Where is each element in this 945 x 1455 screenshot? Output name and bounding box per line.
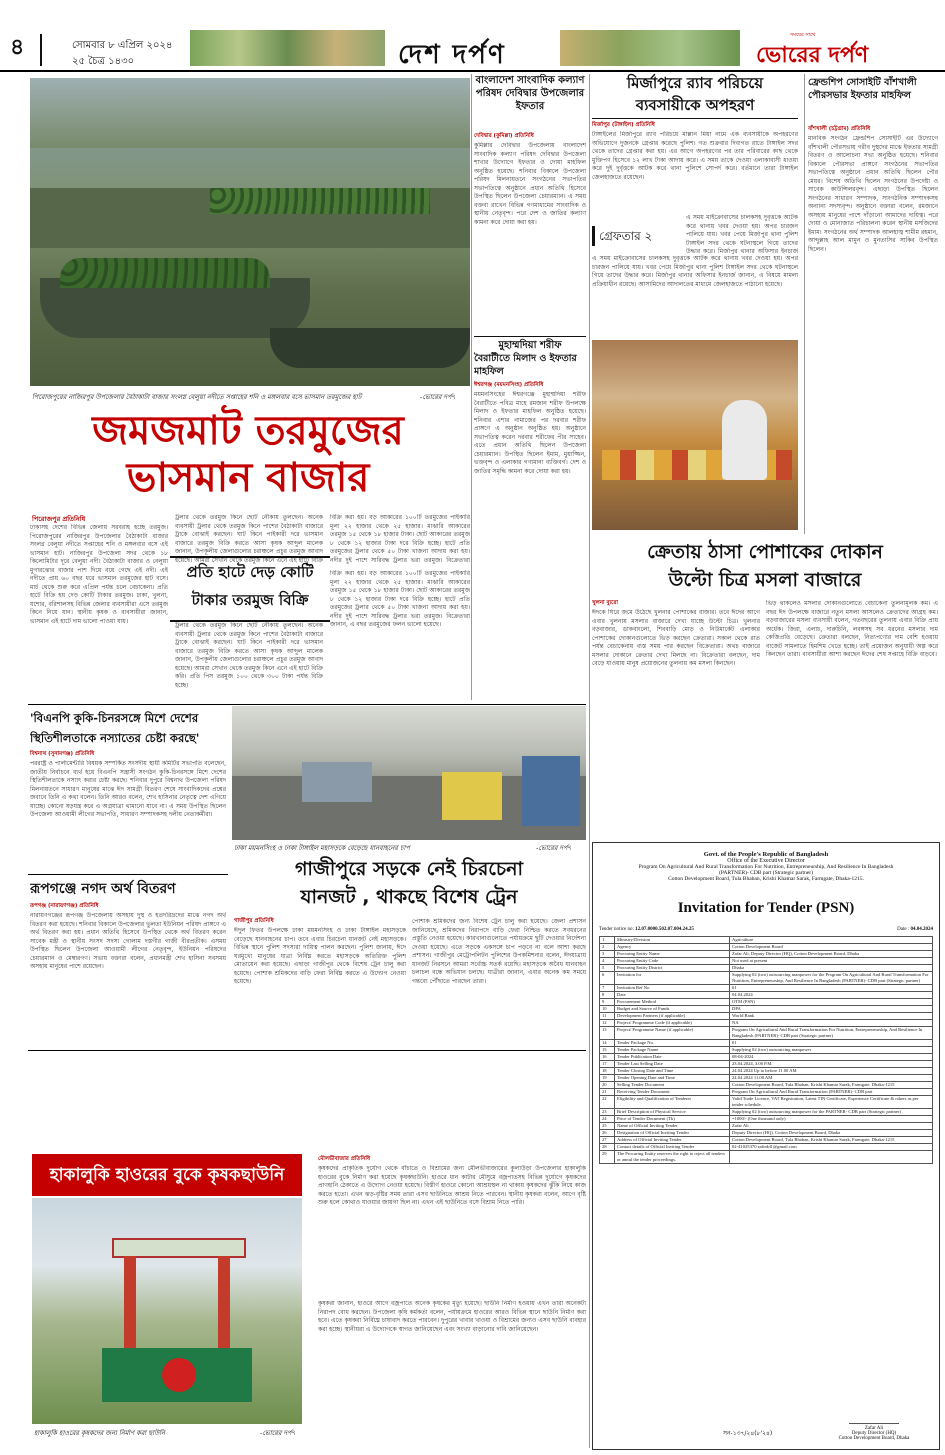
tender-row-label: Date — [615, 992, 730, 999]
hakaluki-body: কৃষকদের প্রাকৃতিক দুর্যোগ থেকে বাঁচাতে ও বিশ্রামের জন্য মৌলভীবাজারের কুলাউড়া উপজেলার হাকালুকি হাওরের বুকে নির্মাণ করা হয়েছে কৃষকছাউনি। হাওরে ধান কাটার মৌসুমে বজ্রপাতসহ বিভিন্ন দুর্যোগে কৃষকদের প্রাণহানি ঠেকাতে এ উদ্যোগ নেওয়া হয়েছে। বিস্তীর্ণ হাওরে কোনো আশ্রয়স্থল না থাকায় কৃষকদের ঝুঁকি নিয়ে কাজ করতে হতো। এখন ঝড়-বৃষ্টির সময় তারা এসব ছাউনিতে আশ্রয় নিতে পারবেন। স্থানীয় কৃষকরা বলেন, আগে বৃষ্টি শুরু হলে কোথাও যাওয়ার জায়গা ছিল না। এখন এই ছাউনিতে বসে বিশ্রাম নিতে পারি। — [318, 1165, 586, 1206]
tender-row-value: Cotton Development Board, Tula Bhaban, Krishi Khamar Sarak, Farmgate, Dhaka-1215 — [730, 1137, 933, 1144]
tender-program: Program On Agricultural And Rural Transformation For Nutrition, Entrepreneurship, And Resilience In Bangladesh — [638, 864, 894, 870]
tender-row-number: 5 — [600, 965, 615, 972]
bnp-headline-2: স্থিতিশীলতাকে নস্যাতের চেষ্টা করছে' — [30, 731, 200, 745]
tender-row-label: Address of Official Inviting Tender — [615, 1137, 730, 1144]
watermelon-headline-2: ভাসমান বাজার — [126, 455, 370, 501]
watermelon-col2: ট্রলার থেকে তরমুজ কিনে ছোট নৌকায় তুলছেন। অনেক ব্যবসায়ী ট্রলার থেকে তরমুজ কিনে পাশের বৈঠাকাটা বাজারে ট্রাকে বোঝাই করছেন। ঘাট কিনে পাইকারী দরে ভাসমান বাজারে তরমুজ বিক্রি করতে আসা কৃষক আব্দুল মালেক জানান, উপকূলীয় জেলাগুলোর চরাঞ্চলে প্রচুর তরমুজ আবাদ হয়েছে। আমরা সেখান থেকে তরমুজ কিনে এনে এই হাটে বিক্রি — [175, 514, 323, 564]
tender-row-value: 08-04-2024 — [730, 1054, 933, 1061]
tender-row — [600, 1116, 933, 1123]
watermelon-byline: পিরোজপুর প্রতিনিধি — [32, 515, 86, 523]
tender-table — [599, 936, 933, 1164]
tender-row-number: 6 — [600, 972, 615, 985]
tender-row-number: 10 — [600, 1006, 615, 1013]
watermelon-headline-1: জমজমাট তরমুজের — [92, 408, 404, 454]
watermelon-photo-credit: -ভোরের দর্পণ — [420, 393, 456, 401]
hakaluki-photo-caption: হাকালুকি হাওরের কৃষকদের জন্য নির্মাণ করা ছাউনি — [34, 1429, 165, 1437]
tender-row-label: Tender Publication Date — [615, 1054, 730, 1061]
mirzapur-body: টাঙ্গাইলের মির্জাপুরে র‌্যাব পরিচয়ে মাল্লান মিয়া নামে এক ব্যবসায়ীকে অপহরণের অভিযোগে দুজনকে গ্রেপ্তার করেছে পুলিশ। গত শুক্রবার দিবাগত রাতে টাঙ্গাইল সদর থেকে তাদের গ্রেপ্তার করা হয়। এর আগে অপহরণের পর তার পরিবারের কাছ থেকে মুক্তিপণ হিসেবে ১২ লাখ টাকা আদায় করে। এ সময় তাকে দেওয়া এলাকাবাসী ধাওয়া করে দুই দুর্বৃত্তকে আটক করে থানা পুলিশে সোপর্দ করে। বর্তমানে তারা টাঙ্গাইল জেলহাজতে রয়েছেন। — [592, 131, 798, 181]
brand-logo: ভোরের দর্পণ — [756, 43, 869, 68]
friendship-body: মানবিক সংগঠন ফ্রেন্ডশিপ সোসাইটি এর উদ্যোগে বাঁশখালী পৌরসভায় গরীব দুস্থদের মাঝে ইফতার সামগ্রী বিতরণ ও আলোচনা সভা অনুষ্ঠিত হয়েছে। শনিবার বিকালে পৌরসভা প্রাঙ্গণে সংগঠনের সভাপতির সভাপতিত্বে অনুষ্ঠানে প্রধান অতিথি ছিলেন পৌর মেয়র। বিশেষ অতিথি ছিলেন সংগঠনের উপদেষ্টা ও সাবেক কাউন্সিলরবৃন্দ। এছাড়া উপস্থিত ছিলেন সংগঠনের সাধারণ সম্পাদক, সাংগঠনিক সম্পাদকসহ অন্যান্য সদস্যবৃন্দ। অনুষ্ঠানে বক্তারা বলেন, রমজানে অসহায় মানুষের পাশে দাঁড়ানো আমাদের দায়িত্ব। পরে দোয়া ও মোনাজাত পরিচালনা করেন স্থানীয় মসজিদের ইমাম। সংগঠনের অর্থ সম্পাদক আলহাজ্ব শামীম রহমান, আব্দুল্লাহ আল মামুন ও মুনতাসির সাকিব উপস্থিত ছিলেন। — [808, 135, 938, 253]
tender-row-number: 4 — [600, 958, 615, 965]
tender-row-label: Tender Opening Date and Time — [615, 1075, 730, 1082]
highway-photo-caption: ঢাকা ময়মনসিংহ ও ঢাকা টাঙ্গাইল মহাসড়কে বেড়েছে যানবাহনের চাপ — [234, 844, 410, 852]
tender-row-number: 27 — [600, 1137, 615, 1144]
tender-row — [600, 985, 933, 992]
tender-row-label: Procuring Entity Code — [615, 958, 730, 965]
tender-row — [600, 1006, 933, 1013]
pull-quote-line1: প্রতি হাটে দেড় কোটি — [186, 563, 314, 581]
tender-row — [600, 965, 933, 972]
traffic-byline: গাজীপুর প্রতিনিধি — [234, 918, 274, 924]
tender-row — [600, 1109, 933, 1116]
tender-row-number: 2 — [600, 944, 615, 951]
vendor-figure — [722, 400, 767, 480]
traffic-headline-1: গাজীপুরে সড়কে নেই চিরচেনা — [294, 858, 524, 880]
tender-row-label: Project/ Programme Name (if applicable) — [615, 1027, 730, 1040]
tender-row-number: 13 — [600, 1027, 615, 1040]
tender-row-number: 3 — [600, 951, 615, 958]
watermelon-col2b: ট্রলার থেকে তরমুজ কিনে ছোট নৌকায় তুলছেন। অনেক ব্যবসায়ী ট্রলার থেকে তরমুজ কিনে পাশের বৈঠাকাটা বাজারে ট্রাকে বোঝাই করছেন। ঘাট কিনে পাইকারী দরে ভাসমান বাজারে তরমুজ বিক্রি করতে আসা কৃষক আব্দুল মালেক জানান, উপকূলীয় জেলাগুলোর চরাঞ্চলে প্রচুর তরমুজ আবাদ হয়েছে। আমরা সেখান থেকে তরমুজ কিনে এনে এই হাটে বিক্রি করি। প্রতি পিস তরমুজ ১০০ থেকে ৩০০ টাকা পর্যন্ত বিক্রি হচ্ছে। — [175, 622, 323, 689]
page-header — [0, 0, 945, 72]
tender-row-label: Budget and Source of Funds — [615, 1006, 730, 1013]
bnp-body: পররাষ্ট্র ও পার্লামেন্টারি বিষয়ক সম্পর্কিত সংসদীয় স্থায়ী কমিটির সভাপতি বলেছেন, জাতীয় নির্বাচনে ব্যর্থ হয়ে বিএনপি সন্ত্রাসী সংগঠন কুকি-চিনরসঙ্গে মিশে দেশের স্থিতিশীলতাকে নস্যাৎ করার চেষ্টা করছে। শনিবার দুপুরে বিশ্বনাথ উপজেলা পরিষদ মিলনায়তনে সাধারণ মানুষের মাঝে ঈদ সামগ্রী বিতরণ শেষে সাংবাদিকদের প্রশ্নের জবাবে তিনি এ কথা বলেন। তিনি আরও বলেন, শেখ হাসিনার নেতৃত্বে দেশ এগিয়ে যাচ্ছে। কোনো ষড়যন্ত্র করে এ অগ্রযাত্রা থামানো যাবে না। এ সময় উপস্থিত ছিলেন উপজেলা আওয়ামী লীগের সভাপতি, সাধারণ সম্পাদকসহ দলীয় নেতাকর্মীরা। — [30, 760, 226, 818]
tender-row — [600, 1137, 933, 1144]
tender-row-label: Selling Tender Document — [615, 1082, 730, 1089]
tender-row — [600, 972, 933, 985]
tender-row-number: 28 — [600, 1144, 615, 1151]
tender-notice — [592, 842, 940, 1450]
tender-row-number: 23 — [600, 1109, 615, 1116]
tender-row — [600, 937, 933, 944]
tender-row-value: Not used at present — [730, 958, 933, 965]
tender-row — [600, 1068, 933, 1075]
hakaluki-byline: মৌলভীবাজার প্রতিনিধি — [318, 1156, 371, 1162]
mirzapur-headline-2: ব্যবসায়ীকে অপহরণ — [635, 96, 755, 114]
tender-row-value: Program On Agricultural And Rural Transformation (PARTNER)- CDB part — [730, 1089, 933, 1096]
spice-shop-photo — [592, 340, 798, 530]
hakaluki-headline: হাকালুকি হাওরের বুকে কৃষকছাউনি — [49, 1165, 285, 1185]
tender-row-number: 24 — [600, 1116, 615, 1123]
tender-row-value: 01 — [730, 985, 933, 992]
tender-row — [600, 1013, 933, 1020]
tender-row-label: Receiving Tender Document — [615, 1089, 730, 1096]
tender-date: 04.04.2024 — [910, 927, 933, 932]
tender-row-value: World Bank — [730, 1013, 933, 1020]
traffic-body: ঈদুল ফিতর উপলক্ষে ঢাকা ময়মনসিংহ ও ঢাকা টাঙ্গাইল মহাসড়কে বেড়েছে যানবাহনের চাপ। তবে এবার চিরচেনা যানজট নেই মহাসড়কে। বিভিন্ন স্থানে পুলিশ সদস্যরা দায়িত্ব পালন করছেন। পুলিশ জানায়, ঈদে ঘরমুখো মানুষের যাত্রা নির্বিঘ্ন করতে মহাসড়কে অতিরিক্ত পুলিশ মোতায়েন করা হয়েছে। এছাড়া গাজীপুর থেকে বিশেষ ট্রেন চালু করা হয়েছে। পোশাক শ্রমিকদের বাড়ি ফেরা নির্বিঘ্ন করতে এ উদ্যোগ নেওয়া হয়েছে। — [234, 927, 406, 985]
tender-row — [600, 1020, 933, 1027]
tender-row-label: The Procuring Entity reserves the right to reject all tenders or annul the tender proceedings. — [615, 1151, 730, 1164]
rupganj-body: নারায়ণগঞ্জের রূপগঞ্জ উপজেলায় অসহায় দুস্থ ও হতদরিদ্রদের মাঝে নগদ অর্থ বিতরণ করা হয়েছে। শনিবার বিকালে উপজেলার ভুলতা ইউনিয়ন পরিষদ প্রাঙ্গণে এ অর্থ বিতরণ করা হয়। প্রধান অতিথি হিসেবে উপস্থিত থেকে অর্থ বিতরণ করেন সাবেক মন্ত্রী ও স্থানীয় সংসদ সদস্য গোলাম দস্তগীর গাজী বীরপ্রতীক। এসময় উপস্থিত ছিলেন উপজেলা আওয়ামী লীগের নেতৃবৃন্দ, ইউনিয়ন পরিষদের চেয়ারম্যান ও মেম্বারগণ। সভায় বক্তারা বলেন, প্রধানমন্ত্রী শেখ হাসিনা সবসময় অসহায় মানুষের পাশে রয়েছেন। — [30, 912, 226, 970]
tender-signature: Zafar Ali Deputy Director (HQ) Cotton Development Board, Dhaka — [819, 1411, 929, 1441]
traffic-body2: পোশাক শ্রমিকদের জন্য বিশেষ ট্রেন চালু করা হয়েছে। জেলা প্রশাসন জানিয়েছে, শ্রমিকদের নিরাপদে বাড়ি ফেরা নিশ্চিত করতে সবধরনের প্রস্তুতি নেওয়া হয়েছে। কারখানাগুলোতে পর্যায়ক্রমে ছুটি দেওয়ার নির্দেশনা দেওয়া হয়েছে। এতে সড়কে একসঙ্গে চাপ পড়বে না বলে আশা করছে প্রশাসন। গাজীপুর মেট্রোপলিটন পুলিশের উপকমিশনার বলেন, ঈদযাত্রায় যানজট নিরসনে আমরা সর্বোচ্চ সতর্ক রয়েছি। মহাসড়কে অবৈধ যানবাহন চলাচল বন্ধে অভিযান চলছে। যাত্রীরা জানান, এবার অনেক কম সময়ে গন্তব্যে পৌঁছাতে পারছেন তারা। — [412, 918, 586, 985]
tender-row-number: 19 — [600, 1075, 615, 1082]
tender-row-label: Name of Official Inviting Tender — [615, 1123, 730, 1130]
tender-row — [600, 1082, 933, 1089]
tender-row-value: Supplying 02 (two) outsourcing manpower for the Program On Agricultural And Rural Transformation For Nutrition, Entrepreneurship, And Resilience In Bangladesh (PARTNER)- CDB part (Strategic partner) — [730, 972, 933, 985]
boat-shape — [270, 328, 470, 368]
spice-headline-2: উল্টো চিত্র মসলা বাজারে — [668, 569, 862, 591]
traffic-headline-2: যানজট , থাকছে বিশেষ ট্রেন — [300, 886, 518, 908]
tender-row-value: Valid Trade Licence, VAT Registration, Latest TIN Certificate, Experience Certificate & others as per tender schedule. — [730, 1096, 933, 1109]
tender-row — [600, 1144, 933, 1151]
melon-pile — [210, 188, 430, 214]
tender-address: Cotton Development Board, Tula Bhaban, Krishi Khamar Sarak, Farmgate, Dhaka-1215. — [668, 876, 864, 882]
tender-row — [600, 1040, 933, 1047]
mirzapur-headline-1: মির্জাপুরে র‌্যাব পরিচয়ে — [626, 74, 764, 92]
tender-row-number: 9 — [600, 999, 615, 1006]
spice-headline-1: ক্রেতায় ঠাসা পোশাকের দোকান — [647, 541, 883, 563]
tender-row-label: Eligibility and Qualification of Tenderer — [615, 1096, 730, 1109]
melon-pile — [60, 258, 270, 288]
tender-row-value: Deputy Director (HQ), Cotton Development Board, Dhaka — [730, 1130, 933, 1137]
tender-row — [600, 1089, 933, 1096]
spice-headline-box — [592, 538, 938, 596]
watermelon-col3: বিক্রি করা হয়। বড় আকারের ১০০টি তরমুজের পাইকারি মূল্য ২২ হাজার থেকে ২৫ হাজার। মাঝারি আকারের তরমুজ ১৫ থেকে ১৮ হাজার টাকা। ছোট আকারের তরমুজ ৮ থেকে ১২ হাজার টাকা দরে বিক্রি হচ্ছে। হাটে প্রতি তরমুজের ট্রলার থেকে ৫০ টাকা খাজনা আদায় করা হয়। নদীর দুই পাশে সারিবদ্ধ ট্রলার ভরা তরমুজ। বিক্রেতারা — [330, 514, 470, 564]
hakaluki-shelter-photo — [32, 1198, 302, 1424]
tender-office: Office of the Executive Director — [727, 858, 805, 864]
tender-row-number: 18 — [600, 1068, 615, 1075]
brand-tag: সময়ের সাথে — [790, 32, 816, 38]
tender-row-number: 1 — [600, 937, 615, 944]
spice-byline: খুলনা ব্যুরো — [592, 600, 618, 606]
journalists-byline: দেবিদ্বার (কুমিল্লা) প্রতিনিধি — [474, 133, 534, 139]
highway-traffic-photo — [232, 706, 586, 840]
bus-shape — [302, 762, 372, 802]
muhammadia-headline-2: বৈরাটীতে মিলাদ ও ইফতার মাহফিল — [474, 353, 577, 377]
spice-body: ঈদকে ঘিরে জমে উঠেছে খুলনার পোশাকের বাজার। তবে ঈদের আগে এবার খুলনায় মসলার বাজারে দেখা যাচ্ছে উল্টো চিত্র। খুলনার বড়বাজার, ডাকবাংলো, শিববাড়ি মোড় ও নিউমার্কেট এলাকার পোশাকের দোকানগুলোতে ভিড় করছেন ক্রেতারা। সকাল থেকে রাত পর্যন্ত বেচাকেনায় ব্যস্ত সময় পার করছেন বিক্রেতারা। অথচ বাজারে মসলার দোকানে ক্রেতার দেখা মিলছে না। বিক্রেতারা বলছেন, দাম বেড়ে যাওয়ায় মানুষ প্রয়োজনের তুলনায় কম মসলা কিনছেন। — [592, 609, 760, 667]
header-strip-right — [560, 30, 740, 66]
shelter-pillar — [124, 1256, 136, 1356]
tender-govt: Govt. of the People's Republic of Bangladesh — [703, 851, 829, 858]
tender-row-value: OTM (PSN) — [730, 999, 933, 1006]
truck-shape — [442, 772, 502, 820]
tender-row-number: 26 — [600, 1130, 615, 1137]
tender-row-number: 12 — [600, 1020, 615, 1027]
date-bangla: ২৫ চৈত্র ১৪৩০ — [72, 56, 135, 67]
mirzapur-body2: এ সময় মাইক্রোবাসের চালকসহ দুবৃত্তকে আটক করে থানায় খবর দেওয়া হয়। অপর চারজন পালিয়ে যায়। খবর পেয়ে মির্জাপুর থানা পুলিশ টাঙ্গাইল সদর থেকে ঘটনাস্থলে গিয়ে তাদের উদ্ধার করে। মির্জাপুর থানার অফিসার ইনচার্জ জানান, এ বিষয়ে মামলা প্রক্রিয়াধীন রয়েছে। আসামিদের আদালতের মাধ্যমে জেলহাজতে পাঠানো হয়েছে। — [592, 255, 798, 288]
tender-row-number: 29 — [600, 1151, 615, 1164]
tender-row-label: Procurement Method — [615, 999, 730, 1006]
signature-scribble — [849, 1411, 899, 1424]
tender-row — [600, 999, 933, 1006]
tender-row-label: Development Partners (if applicable) — [615, 1013, 730, 1020]
tender-notice-no: 12.07.0000.502.07.004.24.25 — [635, 927, 694, 932]
spice-body2: ভিড় থাকলেও মসলার দোকানগুলোতে বেচাকেনা তুলনামূলক কম। এ বছর ঈদ উপলক্ষে বাজারে নতুন মসলা আসলেও ক্রেতাদের আগ্রহ কম। বড়বাজারের মসলা ব্যবসায়ী বলেন, গতবছরের তুলনায় এবার বিক্রি প্রায় অর্ধেক। জিরা, এলাচ, দারুচিনি, লবঙ্গসহ সব ধরনের মসলার দাম কেজিপ্রতি বেড়েছে। ক্রেতারা বলছেন, নিত্যপণ্যের দাম বেশি হওয়ায় বাজেট সামলাতে হিমশিম খেতে হচ্ছে। তাই প্রয়োজন অনুযায়ী অল্প করে কিনছেন তারা। ব্যবসায়ীরা আশা করছেন ঈদের শেষ সপ্তাহে বিক্রি বাড়বে। — [766, 600, 938, 658]
tender-row — [600, 1054, 933, 1061]
journalists-headline: বাংলাদেশ সাংবাদিক কল্যাণ পরিষদ দেবিদ্বার উপজেলার ইফতার — [475, 75, 585, 112]
rupganj-byline: রূপগঞ্জ (নারায়ণগঞ্জ) প্রতিনিধি — [30, 903, 99, 909]
hakaluki-photo-credit: -ভোরের দর্পণ — [260, 1429, 296, 1437]
shelter-roof — [112, 1238, 246, 1258]
bnp-headline-1: 'বিএনপি কুকি-চিনরসঙ্গে মিশে দেশের — [30, 711, 199, 725]
tender-row-label: Designation of Official Inviting Tender — [615, 1130, 730, 1137]
tender-row-value: Agriculture — [730, 937, 933, 944]
tender-row-value: DPA — [730, 1006, 933, 1013]
muhammadia-headline-1: মুহাম্মদিয়া শরীফ — [474, 336, 586, 352]
tender-row-value: 01 — [730, 1040, 933, 1047]
tender-row-label: Invitation Ref No — [615, 985, 730, 992]
journalists-body: কুমিল্লার দেবিদ্বার উপজেলায় বাংলাদেশ সাংবাদিক কল্যাণ পরিষদ দেবিদ্বার উপজেলা শাখার উদ্যোগে ইফতার ও দোয়া মাহফিল অনুষ্ঠিত হয়েছে। শনিবার বিকালে উপজেলা পরিষদ মিলনায়তনে সংগঠনের সভাপতির সভাপতিত্বে অনুষ্ঠানে প্রধান অতিথি হিসেবে উপস্থিত ছিলেন উপজেলা চেয়ারম্যান। এ সময় বক্তব্য রাখেন বিভিন্ন গণমাধ্যমের সাংবাদিক ও স্থানীয় নেতৃবৃন্দ। পরে দেশ ও জাতির কল্যাণ কামনা করে দোয়া করা হয়। — [474, 142, 586, 226]
tender-row — [600, 1061, 933, 1068]
tender-row-label: Procuring Entity Name — [615, 951, 730, 958]
tender-row — [600, 1151, 933, 1164]
tender-row — [600, 1130, 933, 1137]
tender-row — [600, 992, 933, 999]
tender-row-label: Procuring Entity District — [615, 965, 730, 972]
hakaluki-body2: কৃষকরা জানান, হাওরে আগে বজ্রপাতে অনেক কৃষকের মৃত্যু হয়েছে। ছাউনি নির্মাণ হওয়ায় এখন তারা অনেকটা নিরাপদ বোধ করছেন। উপজেলা কৃষি কর্মকর্তা বলেন, পর্যায়ক্রমে হাওরের আরও বিভিন্ন স্থানে ছাউনি নির্মাণ করা হবে। এতে কৃষকরা নির্বিঘ্নে চাষাবাদ করতে পারবেন। দুপুরের খাবার খাওয়া ও বিশ্রামের জন্যও এসব ছাউনি ব্যবহার করা হচ্ছে। স্থানীয়রা এ উদ্যোগকে স্বাগত জানিয়েছেন এবং সংখ্যা বাড়ানোর দাবি জানিয়েছেন। — [318, 1300, 586, 1333]
tender-notice-line: Tender notice no: 12.07.0000.502.07.004.24.25 Date : 04.04.2024 — [599, 927, 933, 932]
page-number: ৪ — [10, 35, 25, 60]
section-title: দেশ দর্পণ — [398, 40, 506, 70]
tender-row-value: Program On Agricultural And Rural Transformation For Nutrition, Entrepreneurship, And Resilience In Bangladesh (PARTNER)- CDB part (Strategic partner) — [730, 1027, 933, 1040]
tender-row-number: 8 — [600, 992, 615, 999]
tender-row-number: 7 — [600, 985, 615, 992]
pull-quote-line2: টাকার তরমুজ বিক্রি — [191, 591, 309, 609]
tender-row-label: Contact details of Official Inviting Tender — [615, 1144, 730, 1151]
rupganj-headline: রূপগঞ্জে নগদ অর্থ বিতরণ — [30, 881, 176, 897]
mirzapur-headline-box — [592, 72, 798, 119]
watermelon-boats-photo — [30, 78, 470, 386]
tender-row — [600, 1123, 933, 1130]
tender-row — [600, 1075, 933, 1082]
tender-footer-code: সন-১৩৭/২৪(৮'২৪) — [723, 1430, 773, 1437]
tender-row-value: 23.04.2024, 3.00 P.M. — [730, 1061, 933, 1068]
tender-row — [600, 1096, 933, 1109]
tender-row-label: Tender Package No. — [615, 1040, 730, 1047]
tender-row-value: 04.04.2024 — [730, 992, 933, 999]
tender-row-number: 16 — [600, 1054, 615, 1061]
watermelon-pull-quote — [170, 556, 330, 622]
tender-row-number: 11 — [600, 1013, 615, 1020]
muhammadia-body: ময়মনসিংহের ঈশ্বরগঞ্জে মুহাম্মদিয়া শরীফ বৈরাটীতে পবিত্র মাহে রমজান শরীফ উপলক্ষে মিলাদ ও ইফতার মাহফিল অনুষ্ঠিত হয়েছে। শনিবার এশার নামাজের পর দরবার শরীফ প্রাঙ্গণে এ অনুষ্ঠান অনুষ্ঠিত হয়। অনুষ্ঠানে সভাপতিত্ব করেন দরবার শরীফের পীর সাহেব। এতে প্রধান অতিথি ছিলেন উপজেলা চেয়ারম্যান। উপস্থিত ছিলেন ইমাম, মুয়াজ্জিন, ভক্তবৃন্দ ও এলাকার গণ্যমান্য ব্যক্তিবর্গ। দেশ ও জাতির সমৃদ্ধি কামনা করে দোয়া করা হয়। — [474, 391, 586, 475]
tender-row-value: =1000/- (One thousand only) — [730, 1116, 933, 1123]
mirzapur-pull-quote: গ্রেফতার ২ — [592, 226, 683, 246]
tender-title: Invitation for Tender (PSN) — [677, 900, 855, 916]
watermelon-col1: ঢাকাসহ দেশের বিভিন্ন জেলায় সরবরাহ হচ্ছে তরমুজ। পিরোজপুরের নাজিরপুর উপজেলার বৈঠাকাটা বাজার সংলগ্ন বেলুয়া নদীতে সপ্তাহের শনি ও মঙ্গলবার বসে এই ভাসমান হাট। নাজিরপুর উপজেলা সদর থেকে ১৮ কিলোমিটার দূরে বেলুয়া নদী। বৈঠাকাটা বাজার ও বেলুয়া মুগারঝোর বাজার পাশ দিয়ে বয়ে গেছে এই নদী। এই নদীতে প্রায় ৬০ বছর ধরে ভাসমান তরমুজের হাট বসে। মার্চ থেকে শুরু করে এপ্রিল পর্যন্ত চলে বেচাকেনা। প্রতি হাটে বিক্রি হয় দেড় কোটি টাকার তরমুজ। ঢাকা, খুলনা, যশোর, বরিশালসহ বিভিন্ন জেলার ব্যবসায়ীরা এসে তরমুজ কিনে নিয়ে যান। স্থানীয় কৃষক ও ব্যবসায়ীরা জানান, ভাসমান এই হাটে দাম ভালো পাওয়া যায়। — [30, 524, 168, 625]
tender-row-value: Zafar Ali — [730, 1123, 933, 1130]
tender-row-number: 14 — [600, 1040, 615, 1047]
tender-row-label: Tender Package Name — [615, 1047, 730, 1054]
tender-row-label: Ministry/Division — [615, 937, 730, 944]
tender-row-value: Supplying 02 (two) outsourcing manpower for the PARTNER- CDB part (Strategic partner) — [730, 1109, 933, 1116]
tender-row-number: 15 — [600, 1047, 615, 1054]
tender-row-value: Cotton Development Board, Tula Bhaban, Krishi Khamar Sarak, Farmgate, Dhaka-1215 — [730, 1082, 933, 1089]
tender-row-label: Invitation for — [615, 972, 730, 985]
watermelon-photo-caption: পিরোজপুরের নাজিরপুর উপজেলার বৈঠাকাটা বাজার সংলগ্ন বেলুয়া নদীতে সপ্তাহের শনি ও মঙ্গলবার বসে ভাসমান তরমুজের হাট — [32, 393, 362, 401]
tender-row — [600, 1027, 933, 1040]
date-gregorian: সোমবার ৮ এপ্রিল ২০২৪ — [72, 40, 173, 51]
shelter-pillar — [218, 1256, 230, 1356]
tender-row — [600, 944, 933, 951]
tender-row — [600, 951, 933, 958]
tender-row-number: 21 — [600, 1089, 615, 1096]
tender-row-label: Tender Last Selling Date — [615, 1061, 730, 1068]
flag-circle — [162, 1358, 196, 1392]
tender-row-label: Brief Description of Physical Service — [615, 1109, 730, 1116]
tender-row-label: Price of Tender Document (Tk) — [615, 1116, 730, 1123]
muhammadia-byline: ঈশ্বরগঞ্জ (ময়মনসিংহ) প্রতিনিধি — [474, 382, 544, 388]
tender-row-number: 22 — [600, 1096, 615, 1109]
mirzapur-byline: মির্জাপুর (টাঙ্গাইল) প্রতিনিধি — [592, 122, 655, 128]
bus-shape — [522, 756, 580, 826]
header-strip-left — [190, 30, 385, 66]
tender-row-label: Tender Closing Date and Time — [615, 1068, 730, 1075]
tender-row — [600, 958, 933, 965]
friendship-byline: বাঁশখালী (চট্টগ্রাম) প্রতিনিধি — [808, 126, 871, 132]
tender-row-label: Agency — [615, 944, 730, 951]
tender-row-value: 24.04.2024 11.00 AM — [730, 1075, 933, 1082]
tender-row-value: Supplying 02 (two) outsourcing manpower — [730, 1047, 933, 1054]
tender-row-value: 02-41025370 zafirdd1@gmail.com — [730, 1144, 933, 1151]
highway-photo-credit: -ভোরের দর্পণ — [536, 844, 572, 852]
friendship-headline: ফ্রেন্ডশিপ সোসাইটি বাঁশখালী পৌরসভার ইফতার মাহফিল — [808, 77, 917, 101]
tender-row-label: Project/ Programme Code (if applicable) — [615, 1020, 730, 1027]
tender-program-part: (PARTNER)- CDB part (Strategic partner) — [719, 870, 813, 876]
tender-row — [600, 1047, 933, 1054]
tender-row-number: 25 — [600, 1123, 615, 1130]
watermelon-col3b: বিক্রি করা হয়। বড় আকারের ১০০টি তরমুজের পাইকারি মূল্য ২২ হাজার থেকে ২৫ হাজার। মাঝারি আকারের তরমুজ ১৫ থেকে ১৮ হাজার টাকা। ছোট আকারের তরমুজ ৮ থেকে ১২ হাজার টাকা দরে বিক্রি হচ্ছে। হাটে প্রতি তরমুজের ট্রলার থেকে ৫০ টাকা খাজনা আদায় করা হয়। নদীর দুই পাশে সারিবদ্ধ ট্রলার ভরা তরমুজ। বিক্রেতারা জানান, এ বছর তরমুজের ফলন ভালো হয়েছে। — [330, 570, 470, 628]
tender-row-value: 24.04.2024 Up to before 11.00 AM — [730, 1068, 933, 1075]
tender-row-value: NA — [730, 1020, 933, 1027]
tender-row-number: 17 — [600, 1061, 615, 1068]
tender-row-value: Zafar Ali, Deputy Director (HQ), Cotton Development Board, Dhaka — [730, 951, 933, 958]
tender-row-number: 20 — [600, 1082, 615, 1089]
tender-row-value: Dhaka — [730, 965, 933, 972]
tender-row-value — [730, 1151, 933, 1164]
mirzapur-body-side: এ সময় মাইক্রোবাসের চালকসহ দুবৃত্তকে আটক করে থানায় খবর দেওয়া হয়। অপর চারজন পালিয়ে যায়। খবর পেয়ে মির্জাপুর থানা পুলিশ টাঙ্গাইল সদর থেকে ঘটনাস্থলে গিয়ে তাদের উদ্ধার করে। মির্জাপুর থানার অফিসার ইনচার্জ — [686, 214, 798, 254]
bnp-byline: বিশ্বনাথ (সুনামগঞ্জ) প্রতিনিধি — [30, 751, 95, 757]
tender-row-value: Cotton Development Board — [730, 944, 933, 951]
